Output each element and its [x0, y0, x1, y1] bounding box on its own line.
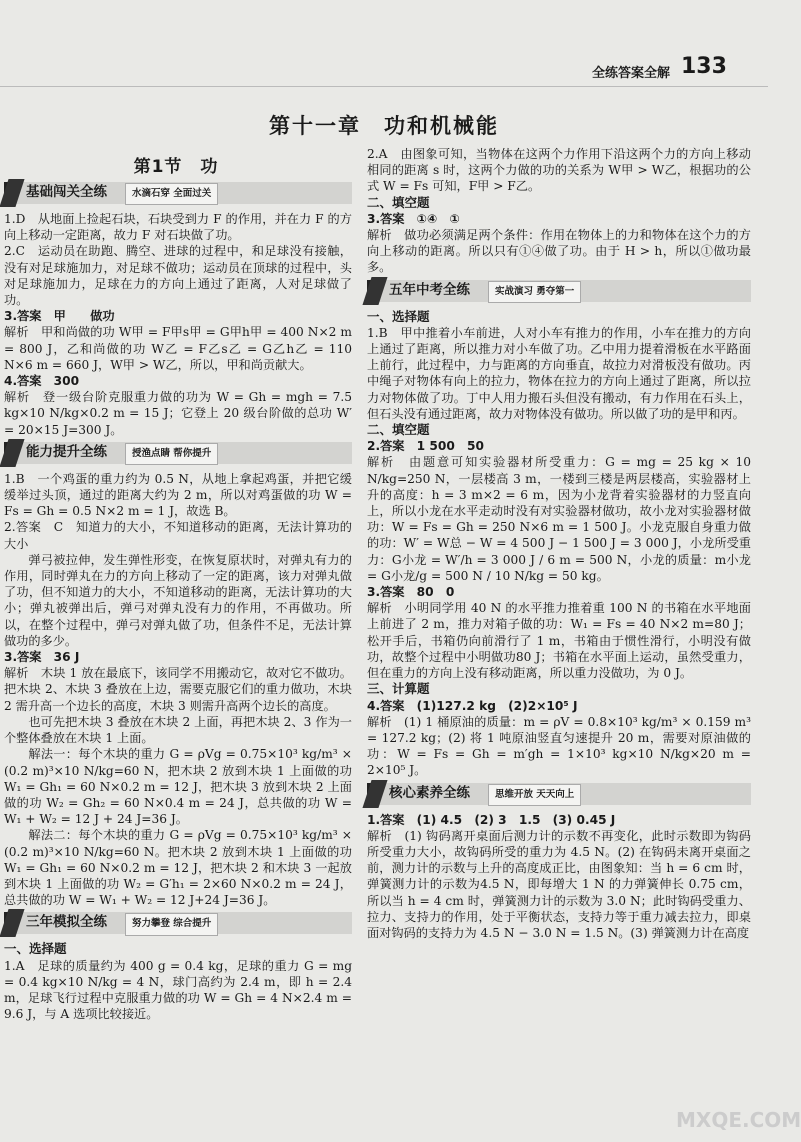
section-banner-core	[367, 783, 751, 805]
header-label: 全练答案全解	[592, 66, 671, 81]
banner-title: 五年中考全练	[389, 281, 470, 298]
analysis-item: 解析 木块 1 放在最底下，该同学不用搬动它，故对它不做功。把木块 2、木块 3 叠放在上边，需要克服它们的重力做功，木块 2 需升高一个边长的高度，木块 3 则需升高两个边长的高度。	[4, 666, 352, 713]
analysis-item: 解析 由题意可知实验器材所受重力：G = mg = 25 kg × 10 N/kg=250 N，一层楼高 3 m，一楼到三楼是两层楼高，实验器材上升的高度：h = 3 m×2 = 6 m，因为小龙背着实验器材的力竖直向上，所以小龙在水平走动时没有对实验器材做功，故小龙对实验器材做功：W = Fs = Gh = 250 N×6 m = 1 500 J。小龙克服自身重力做的功：W′ = W总 − W = 4 500 J − 1 500 J = 3 000 J，小龙所受重力：G小龙 = W′/h = 3 000 J / 6 m = 500 N，小龙的质量：m小龙 = G小龙/g = 500 N / 10 N/kg = 50 kg。	[367, 455, 751, 583]
answer-item: 1.B 甲中推着小车前进，人对小车有推力的作用，小车在推力的方向上通过了距离，所以推力对小车做了功。乙中用力提着滑板在水平路面上前行，此过程中，力与距离的方向垂直，故拉力对滑板没有做功。丙中绳子对物体有向上的拉力，物体在拉力的方向上通过了距离，所以拉力对物体做了功。丁中人用力搬石头但没有搬动，有力作用在石头上，但石头没有通过距离，故力对物体没有做功。所以做了功的是甲和丙。	[367, 325, 751, 421]
answer-item: 4.答案 (1)127.2 kg (2)2×10⁵ J	[367, 698, 578, 713]
answer-item: 2.C 运动员在助跑、腾空、进球的过程中，和足球没有接触，没有对足球施加力，对足球不做功；运动员在顶球的过程中，头对足球施加力，足球在力的方向上通过了距离，人对足球做了功。	[4, 244, 352, 308]
answer-item: 2.A 由图象可知，当物体在这两个力作用下沿这两个力的方向上移动相同的距离 s 时，这两个力做的功的关系为 W甲 > W乙，根据功的公式 W = Fs 可知，F甲 > F乙。	[367, 147, 751, 194]
subheading: 二、填空题	[367, 422, 430, 438]
banner-title: 三年模拟全练	[26, 914, 107, 931]
banner-slogan: 实战演习 勇夺第一	[488, 281, 581, 303]
banner-slogan: 授渔点睛 帮你提升	[125, 443, 218, 465]
answer-item: 2.答案 1 500 50	[367, 439, 484, 454]
pencil-icon	[0, 439, 25, 467]
page-number: 133	[681, 54, 727, 79]
banner-slogan: 努力攀登 综合提升	[125, 913, 218, 935]
answer-item: 1.B 一个鸡蛋的重力约为 0.5 N，从地上拿起鸡蛋，并把它缓缓举过头顶，通过的距离大约为 2 m，所以对鸡蛋做的功 W = Fs = Gh = 0.5 N×2 m = 1 J，故选 B。	[4, 471, 352, 519]
pencil-icon	[0, 179, 25, 207]
answer-item: 2.答案 C 知道力的大小，不知道移动的距离，无法计算功的大小	[4, 520, 352, 551]
subheading: 一、选择题	[367, 308, 430, 324]
analysis-item: 弹弓被拉伸，发生弹性形变，在恢复原状时，对弹丸有力的作用，同时弹丸在力的方向上移动了一定的距离，该力对弹丸做了功，但不知道力的大小，不知道移动的距离，无法计算功的大小；弹丸被弹出后，弹弓对弹丸没有力的作用，不再做功。所以，在整个过程中，弹弓对弹丸做了功，但条件不足，无法计算做功的多少。	[4, 552, 352, 648]
analysis-item: 解析 (1) 1 桶原油的质量：m = ρV = 0.8×10³ kg/m³ × 0.159 m³ = 127.2 kg；(2) 将 1 吨原油竖直匀速提升 20 m，需要对原油做的功：W = Fs = Gh = m′gh = 1×10³ kg×10 N/kg×20 m = 2×10⁵ J。	[367, 714, 751, 778]
watermark: MXQE.COM	[676, 1108, 801, 1132]
analysis-item: 解析 甲和尚做的功 W甲 = F甲s甲 = G甲h甲 = 400 N×2 m = 800 J，乙和尚做的功 W乙 = F乙s乙 = G乙h乙 = 110 N×6 m = 660 J，W甲 > W乙，所以，甲和尚贡献大。	[4, 325, 352, 372]
pencil-icon	[362, 277, 387, 305]
subheading: 一、选择题	[4, 941, 67, 957]
analysis-item: 解法二：每个木块的重力 G = ρVg = 0.75×10³ kg/m³ × (0.2 m)³×10 N/kg=60 N。把木块 2 放到木块 1 上面做的功 W₁ = Gh₁ = 60 N×0.2 m = 12 J，把木块 2 和木块 3 一起放到木块 1 上面做的功 W₂ = G′h₁ = 2×60 N×0.2 m = 24 J，总共做的功 W = W₁ + W₂ = 12 J+24 J=36 J。	[4, 828, 352, 908]
section-banner-basic	[4, 182, 352, 204]
analysis-item: 也可先把木块 3 叠放在木块 2 上面，再把木块 2、3 作为一个整体叠放在木块 1 上面。	[4, 714, 352, 746]
pencil-icon	[0, 909, 25, 937]
banner-slogan: 思维开放 天天向上	[488, 784, 581, 806]
banner-title: 核心素养全练	[389, 784, 470, 801]
analysis-item: 解析 小明同学用 40 N 的水平推力推着重 100 N 的书箱在水平地面上前进了 2 m，推力对箱子做的功：W₁ = Fs = 40 N×2 m=80 J；松开手后，书箱仍向前滑行了 1 m，书箱由于惯性滑行，小明没有做功，故整个过程中小明做功80 J；书箱在水平面上运动，虽然受重力，但在重力的方向上没有移动距离，所以重力没做功，为 0 J。	[367, 601, 751, 681]
page-header	[0, 0, 768, 96]
banner-slogan: 水滴石穿 全面过关	[125, 183, 218, 205]
section-title: 第1节 功	[133, 157, 219, 177]
section-banner-exam	[367, 280, 751, 302]
answer-item: 3.答案 36 J	[4, 650, 80, 665]
header-divider	[0, 86, 768, 87]
chapter-title: 第十一章 功和机械能	[269, 114, 499, 138]
answer-item: 1.答案 (1) 4.5 (2) 3 1.5 (3) 0.45 J	[367, 812, 616, 827]
pencil-icon	[362, 780, 387, 808]
answer-item: 3.答案 甲 做功	[4, 309, 115, 324]
subheading: 二、填空题	[367, 194, 430, 210]
analysis-item: 解析 (1) 钩码离开桌面后测力计的示数不再变化，此时示数即为钩码所受重力大小，故钩码所受的重力为 4.5 N。(2) 在钩码未离开桌面之前，测力计的示数与上升的高度成正比，由图象知：当 h = 6 cm 时，弹簧测力计的示数为4.5 N，即每增大 1 N 的力弹簧伸长 0.75 cm，所以当 h = 4 cm 时，弹簧测力计的示数为 3.0 N；此时钩码受重力、拉力、支持力的作用，处于平衡状态，支持力等于重力减去拉力，即桌面对钩码的支持力为 4.5 N − 3.0 N = 1.5 N。(3) 弹簧测力计在高度	[367, 828, 751, 940]
answer-item: 1.D 从地面上捡起石块，石块受到力 F 的作用，并在力 F 的方向上移动一定距离，故力 F 对石块做了功。	[4, 212, 352, 243]
left-column	[4, 178, 352, 1022]
section-banner-mock	[4, 912, 352, 934]
right-column	[367, 146, 751, 941]
analysis-item: 解法一：每个木块的重力 G = ρVg = 0.75×10³ kg/m³ × (0.2 m)³×10 N/kg=60 N，把木块 2 放到木块 1 上面做的功 W₁ = Gh₁ = 60 N×0.2 m = 12 J，把木块 3 放到木块 2 上面做的功 W₂ = Gh₂ = 60 N×0.4 m = 24 J，总共做的功 W = W₁ + W₂ = 12 J + 24 J=36 J。	[4, 747, 352, 827]
analysis-item: 解析 登一级台阶克服重力做的功为 W = Gh = mgh = 7.5 kg×10 N/kg×0.2 m = 15 J；它登上 20 级台阶做的总功 W′ = 20×15 J=300 J。	[4, 390, 352, 437]
answer-item: 3.答案 ①④ ①	[367, 211, 460, 226]
answer-item: 1.A 足球的质量约为 400 g = 0.4 kg，足球的重力 G = mg = 0.4 kg×10 N/kg = 4 N，球门高约为 2.4 m，即 h = 2.4 m，足球飞行过程中克服重力做的功 W = Gh = 4 N×2.4 m = 9.6 J，与 A 选项比较接近。	[4, 958, 352, 1022]
analysis-item: 解析 做功必须满足两个条件：作用在物体上的力和物体在这个力的方向上移动的距离。所以只有①④做了功。由于 H > h，所以①做功最多。	[367, 228, 751, 275]
subheading: 三、计算题	[367, 681, 430, 697]
banner-title: 基础闯关全练	[26, 184, 107, 200]
answer-item: 3.答案 80 0	[367, 585, 455, 600]
banner-title: 能力提升全练	[26, 443, 107, 460]
answer-item: 4.答案 300	[4, 374, 80, 389]
section-banner-ability	[4, 442, 352, 464]
